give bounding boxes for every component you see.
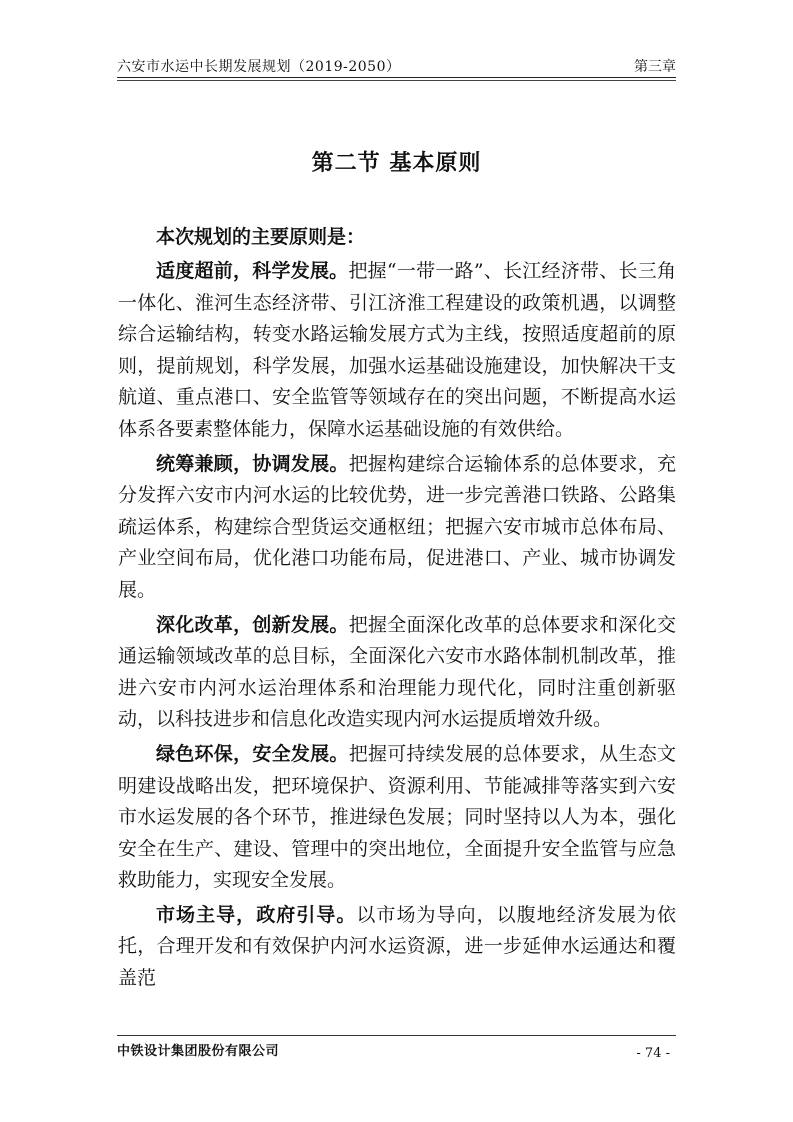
- principle-paragraph: [118, 256, 676, 446]
- principle-paragraph: [118, 449, 676, 607]
- header-chapter: 第三章: [634, 59, 676, 75]
- intro-paragraph: 本次规划的主要原则是：: [156, 226, 366, 248]
- principle-body: 把握“一带一路”、长江经济带、长三角一体化、淮河生态经济带、引江济淮工程建设的政策机遇，以调整综合运输结构，转变水路运输发展方式为主线，按照适度超前的原则，提前规划，科学发展，加强水运基础设施建设，加快解决干支航道、重点港口、安全监管等领域存在的突出问题，不断提高水运体系各要素整体能力，保障水运基础设施的有效供给。: [118, 260, 676, 440]
- footer-rule: [117, 1035, 676, 1036]
- page-header: [117, 52, 676, 76]
- header-rule: [117, 77, 676, 78]
- footer-company: 中铁设计集团股份有限公司: [117, 1044, 280, 1059]
- principle-body: 以市场为导向，以腹地经济发展为依托，合理开发和有效保护内河水运资源，进一步延伸水运通达和覆盖范: [118, 903, 676, 990]
- principle-paragraph: [118, 739, 676, 897]
- body-content: [118, 222, 676, 998]
- principle-lead: 深化改革，创新发展。: [156, 613, 349, 636]
- principle-body: 把握构建综合运输体系的总体要求，充分发挥六安市内河水运的比较优势，进一步完善港口铁路、公路集疏运体系，构建综合型货运交通枢纽；把握六安市城市总体布局、产业空间布局，优化港口功能布局，促进港口、产业、城市协调发展。: [118, 452, 676, 601]
- header-document-title: 六安市水运中长期发展规划（2019-2050）: [117, 59, 401, 75]
- principle-lead: 统筹兼顾，协调发展。: [156, 452, 349, 475]
- header-rule-thin: [117, 80, 676, 81]
- principle-lead: 适度超前，科学发展。: [156, 260, 349, 282]
- principle-paragraph: [118, 610, 676, 736]
- principle-lead: 市场主导，政府引导。: [156, 903, 357, 926]
- principle-paragraph: [118, 900, 676, 995]
- page-number: - 74 -: [636, 1046, 670, 1061]
- section-title: 第二节 基本原则: [311, 150, 482, 176]
- principle-lead: 绿色环保，安全发展。: [156, 742, 349, 765]
- principle-body: 把握全面深化改革的总体要求和深化交通运输领域改革的总目标，全面深化六安市水路体制机制改革，推进六安市内河水运治理体系和治理能力现代化，同时注重创新驱动，以科技进步和信息化改造实现内河水运提质增效升级。: [118, 613, 676, 731]
- principle-body: 把握可持续发展的总体要求，从生态文明建设战略出发，把环境保护、资源利用、节能减排等落实到六安市水运发展的各个环节，推进绿色发展；同时坚持以人为本，强化安全在生产、建设、管理中的突出地位，全面提升安全监管与应急救助能力，实现安全发展。: [118, 742, 676, 892]
